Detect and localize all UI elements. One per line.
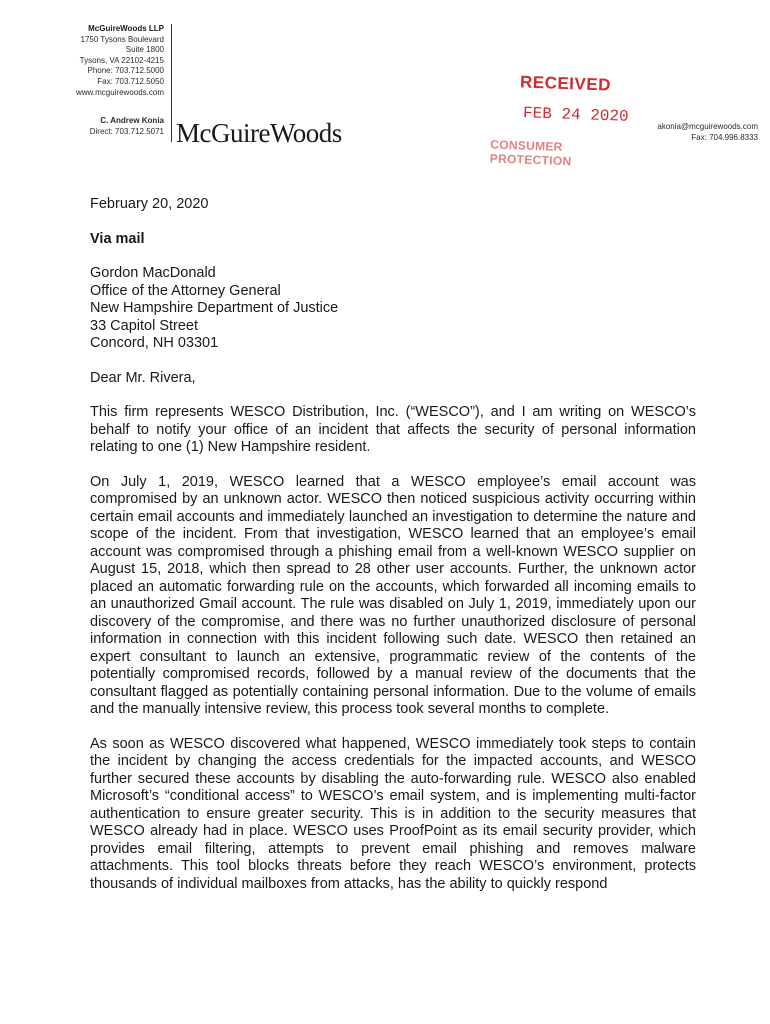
body-paragraph: This firm represents WESCO Distribution, Inc. (“WESCO”), and I am writing on WESCO’s behalf to notify your office of an incident that affects the security of personal information relating to one (1) New Hampshire resident.	[90, 404, 696, 455]
address-line: Phone: 703.712.5000	[87, 66, 164, 76]
contact-block	[657, 122, 758, 143]
attorney-name: C. Andrew Konia	[100, 116, 164, 125]
firm-address-block	[40, 24, 164, 98]
attorney-block	[40, 116, 164, 137]
body-paragraph: On July 1, 2019, WESCO learned that a WESCO employee’s email account was compromised by an unknown actor. WESCO then noticed suspicious activity occurring within certain email accounts and immediately launched an investigation to determine the nature and scope of the incident. From that investigation, WESCO learned that an employee’s email account was compromised through a phishing email from a well-known WESCO supplier on August 15, 2018, which then spread to 28 other user accounts. Further, the unknown actor placed an automatic forwarding rule on the accounts, which forwarded all incoming emails to an unauthorized Gmail account. The rule was disabled on July 1, 2019, immediately upon our discovery of the compromise, and there was no further unauthorized disclosure of personal information in connection with this incident following such date. WESCO then retained an expert consultant to launch an extensive, programmatic review of the contents of the potentially compromised records, followed by a manual review of the documents that the consultant flagged as potentially containing personal information. Due to the volume of emails and the manually intensive review, this process took several months to complete.	[90, 473, 696, 717]
recipient-address	[90, 265, 696, 353]
address-line: Suite 1800	[125, 45, 164, 55]
contact-fax: Fax: 704.996.8333	[691, 132, 758, 142]
attorney-direct: Direct: 703.712.5071	[89, 126, 164, 136]
stamp-received: RECEIVED	[519, 72, 612, 95]
address-line: www.mcguirewoods.com	[75, 87, 164, 97]
stamp-department: CONSUMER PROTECTION	[489, 137, 572, 169]
stamp-date: FEB 24 2020	[522, 104, 629, 126]
address-line: Fax: 703.712.5050	[97, 76, 164, 86]
body-paragraph: As soon as WESCO discovered what happened, WESCO immediately took steps to contain the incident by changing the access credentials for the impacted accounts, and WESCO further secured these accounts by disabling the auto-forwarding rule. WESCO also enabled Microsoft’s “conditional access” to WESCO’s email system, and is implementing multi-factor authentication to ensure greater security. This is in addition to the security measures that WESCO already had in place. WESCO uses ProofPoint as its email security provider, which provides email filtering, attempts to prevent email phishing and removes malware attachments. This tool blocks threats before they reach WESCO’s environment, protects thousands of individual mailboxes from attacks, has the ability to quickly respond	[90, 735, 696, 892]
letterhead-divider	[171, 24, 172, 142]
contact-email: akonia@mcguirewoods.com	[657, 122, 758, 131]
salutation: Dear Mr. Rivera,	[90, 369, 196, 386]
firm-logo: McGuireWoods	[176, 118, 342, 148]
recipient-line: New Hampshire Department of Justice	[90, 300, 339, 316]
address-line: Tysons, VA 22102-4215	[79, 55, 164, 65]
address-line: 1750 Tysons Boulevard	[80, 34, 164, 44]
firm-name: McGuireWoods LLP	[88, 24, 164, 33]
delivery-method: Via mail	[90, 230, 145, 247]
recipient-line: Gordon MacDonald	[90, 265, 216, 281]
recipient-line: Office of the Attorney General	[90, 282, 281, 299]
letter-date: February 20, 2020	[90, 196, 209, 212]
recipient-line: Concord, NH 03301	[90, 335, 219, 351]
letter-body	[90, 196, 696, 910]
recipient-line: 33 Capitol Street	[90, 317, 199, 334]
